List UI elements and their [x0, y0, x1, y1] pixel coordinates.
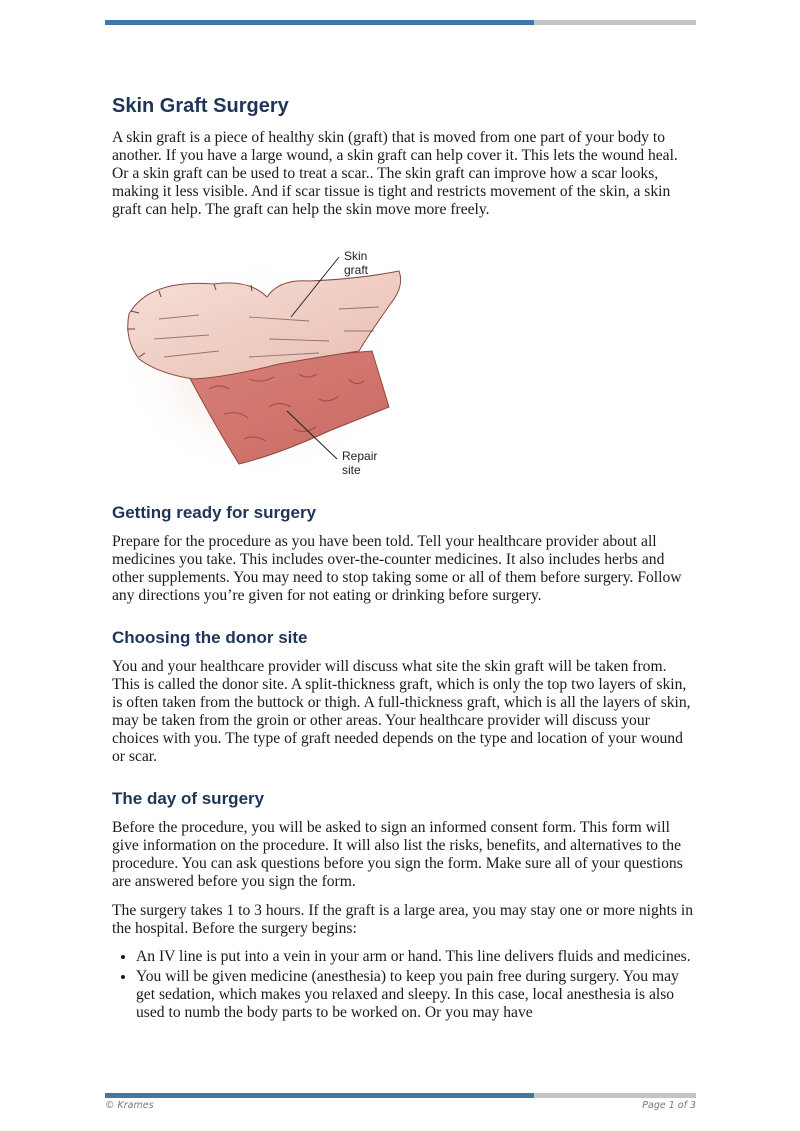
header-rule-gray — [534, 20, 696, 25]
section-paragraph: You and your healthcare provider will discuss what site the skin graft will be taken from. This is called the donor site. A split-thickness graft, which is only the top two layers of skin, is often taken from the buttock or thigh. A full-thickness graft, which is all the layers of skin, may be taken from the groin or other areas. Your healthcare provider will discuss your choices with you. The type of graft needed depends on the type and location of your wound or scar. — [112, 658, 691, 765]
list-item: • You will be given medicine (anesthesia) to keep you pain free during surgery. You may get sedation, which makes you relaxed and sleepy. In this case, local anesthesia is also used to numb the body parts to be worked on. Or you may have — [136, 968, 697, 1022]
section-heading: Choosing the donor site — [112, 628, 308, 647]
header-rule-accent — [105, 20, 534, 25]
section-paragraph-2: The surgery takes 1 to 3 hours. If the graft is a large area, you may stay one or more nights in the hospital. Before the surgery begins: — [112, 902, 693, 937]
section-heading: The day of surgery — [112, 789, 265, 808]
header-rule — [105, 20, 696, 25]
label-skin-graft — [344, 249, 368, 277]
footer-rule-accent — [105, 1093, 534, 1098]
label-skin-graft-line2: graft — [344, 263, 369, 277]
footer-rule — [105, 1093, 696, 1098]
section-donor-site — [112, 627, 697, 766]
page-number: Page 1 of 3 — [642, 1100, 696, 1111]
label-repair-site-line2: site — [342, 463, 361, 477]
section-getting-ready — [112, 502, 697, 605]
section-heading: Getting ready for surgery — [112, 503, 317, 522]
section-paragraph: Before the procedure, you will be asked to sign an informed consent form. This form will give information on the procedure. It will also list the risks, benefits, and alternatives to the procedure. You can ask questions before you sign the form. Make sure all of your questions are answered before you sign the form. — [112, 819, 683, 890]
intro-paragraph: A skin graft is a piece of healthy skin (graft) that is moved from one part of your body to another. If you have a large wound, a skin graft can help cover it. This lets the wound heal. Or a skin graft can be used to treat a scar.. The skin graft can improve how a scar looks, making it less visible. And if scar tissue is tight and restricts movement of the skin, a skin graft can help. The graft can help the skin move more freely. — [112, 129, 678, 218]
copyright-text: © Krames — [105, 1100, 154, 1111]
document-body — [112, 93, 697, 1024]
page-footer — [105, 1100, 696, 1111]
bullet-list — [112, 948, 697, 1022]
skin-graft-drawing — [119, 239, 419, 484]
page-title: Skin Graft Surgery — [112, 95, 289, 117]
footer-rule-gray — [534, 1093, 696, 1098]
section-paragraph: Prepare for the procedure as you have been told. Tell your healthcare provider about all medicines you take. This includes over-the-counter medicines. It also includes herbs and other supplements. You may need to stop taking some or all of them before surgery. Follow any directions you’re given for not eating or drinking before surgery. — [112, 533, 682, 604]
label-skin-graft-line1: Skin — [344, 249, 368, 263]
label-repair-site-line1: Repair — [342, 449, 378, 463]
section-day-of-surgery — [112, 788, 697, 1022]
label-repair-site — [342, 449, 377, 477]
skin-graft-illustration — [119, 239, 419, 484]
list-item: • An IV line is put into a vein in your arm or hand. This line delivers fluids and medicines. — [136, 948, 697, 966]
